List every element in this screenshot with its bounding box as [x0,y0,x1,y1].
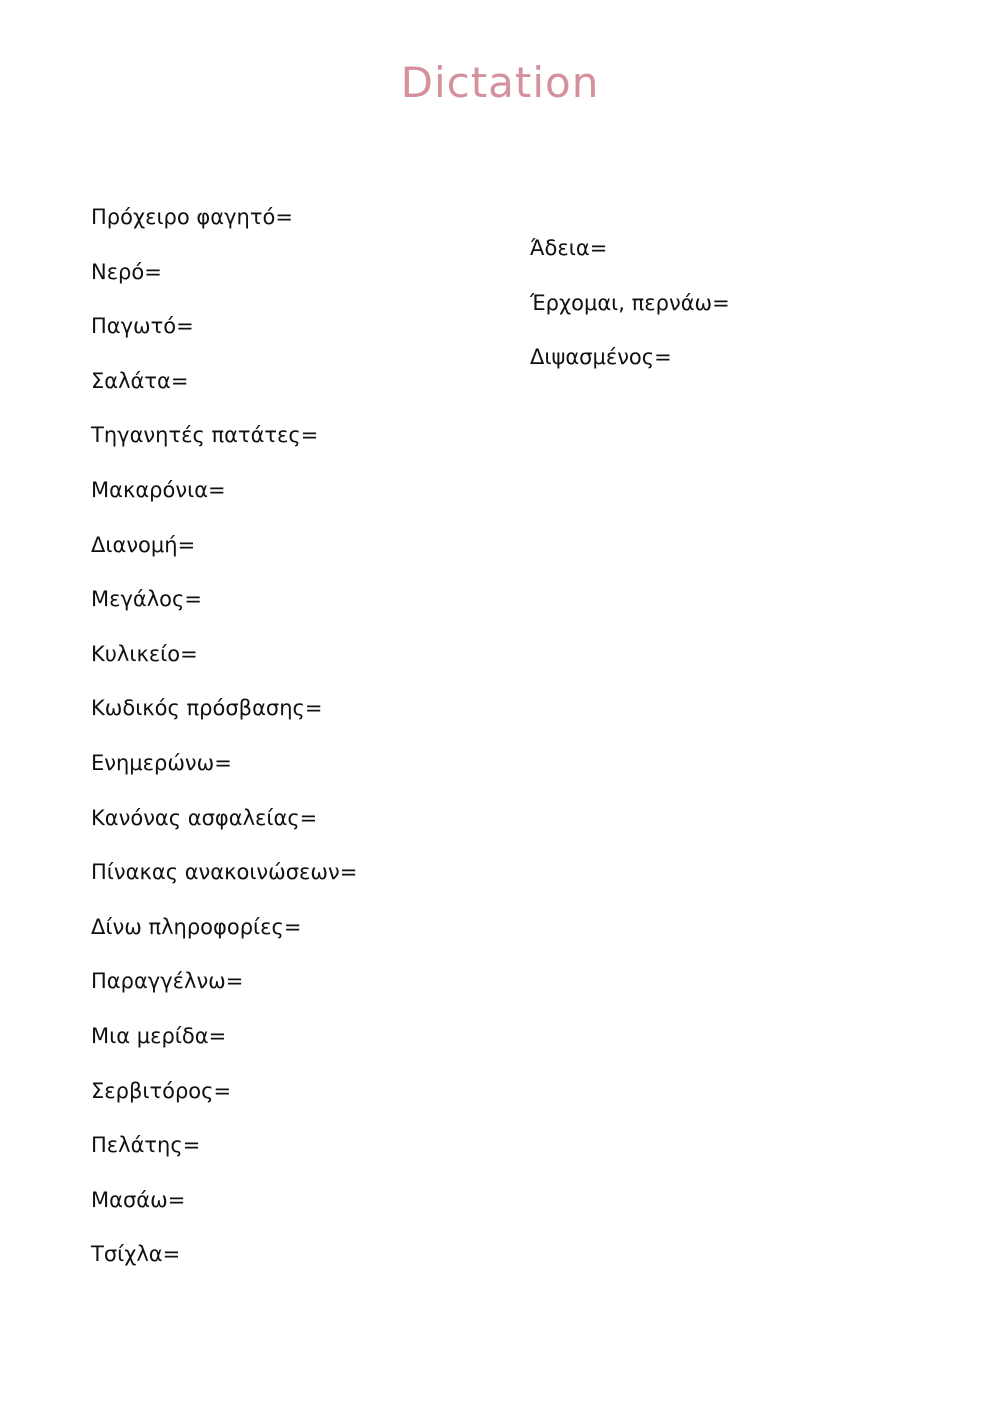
vocab-item: Πρόχειρο φαγητό= [91,205,293,229]
vocab-item: Διανομή= [91,532,196,557]
vocab-item: Πίνακας ανακοινώσεων= [91,860,358,885]
vocab-item: Σερβιτόρος= [91,1078,232,1103]
vocab-item: Διψασμένος= [530,345,672,370]
vocab-item: Ενημερώνω= [91,750,232,775]
vocab-item: Κυλικείο= [91,641,198,666]
vocab-item: Πελάτης= [91,1133,201,1158]
vocab-item: Μακαρόνια= [91,477,226,502]
vocab-item: Παραγγέλνω= [91,969,244,994]
vocab-item: Κανόνας ασφαλείας= [91,805,318,830]
vocab-item: Σαλάτα= [91,368,189,393]
right-vocabulary-list [530,234,730,398]
vocab-item: Δίνω πληροφορίες= [91,914,302,939]
vocab-item: Έρχομαι, περνάω= [530,290,730,315]
page-title: Dictation [400,58,600,107]
left-vocabulary-list [91,203,357,1295]
vocab-item: Μασάω= [91,1187,186,1212]
vocab-item: Άδεια= [530,236,608,260]
vocab-item: Κωδικός πρόσβασης= [91,696,323,721]
vocab-item: Παγωτό= [91,314,194,339]
vocab-item: Νερό= [91,259,162,284]
vocab-item: Μια μερίδα= [91,1023,227,1048]
vocab-item: Τσίχλα= [91,1242,181,1267]
vocab-item: Τηγανητές πατάτες= [91,423,319,448]
vocab-item: Μεγάλος= [91,587,202,612]
